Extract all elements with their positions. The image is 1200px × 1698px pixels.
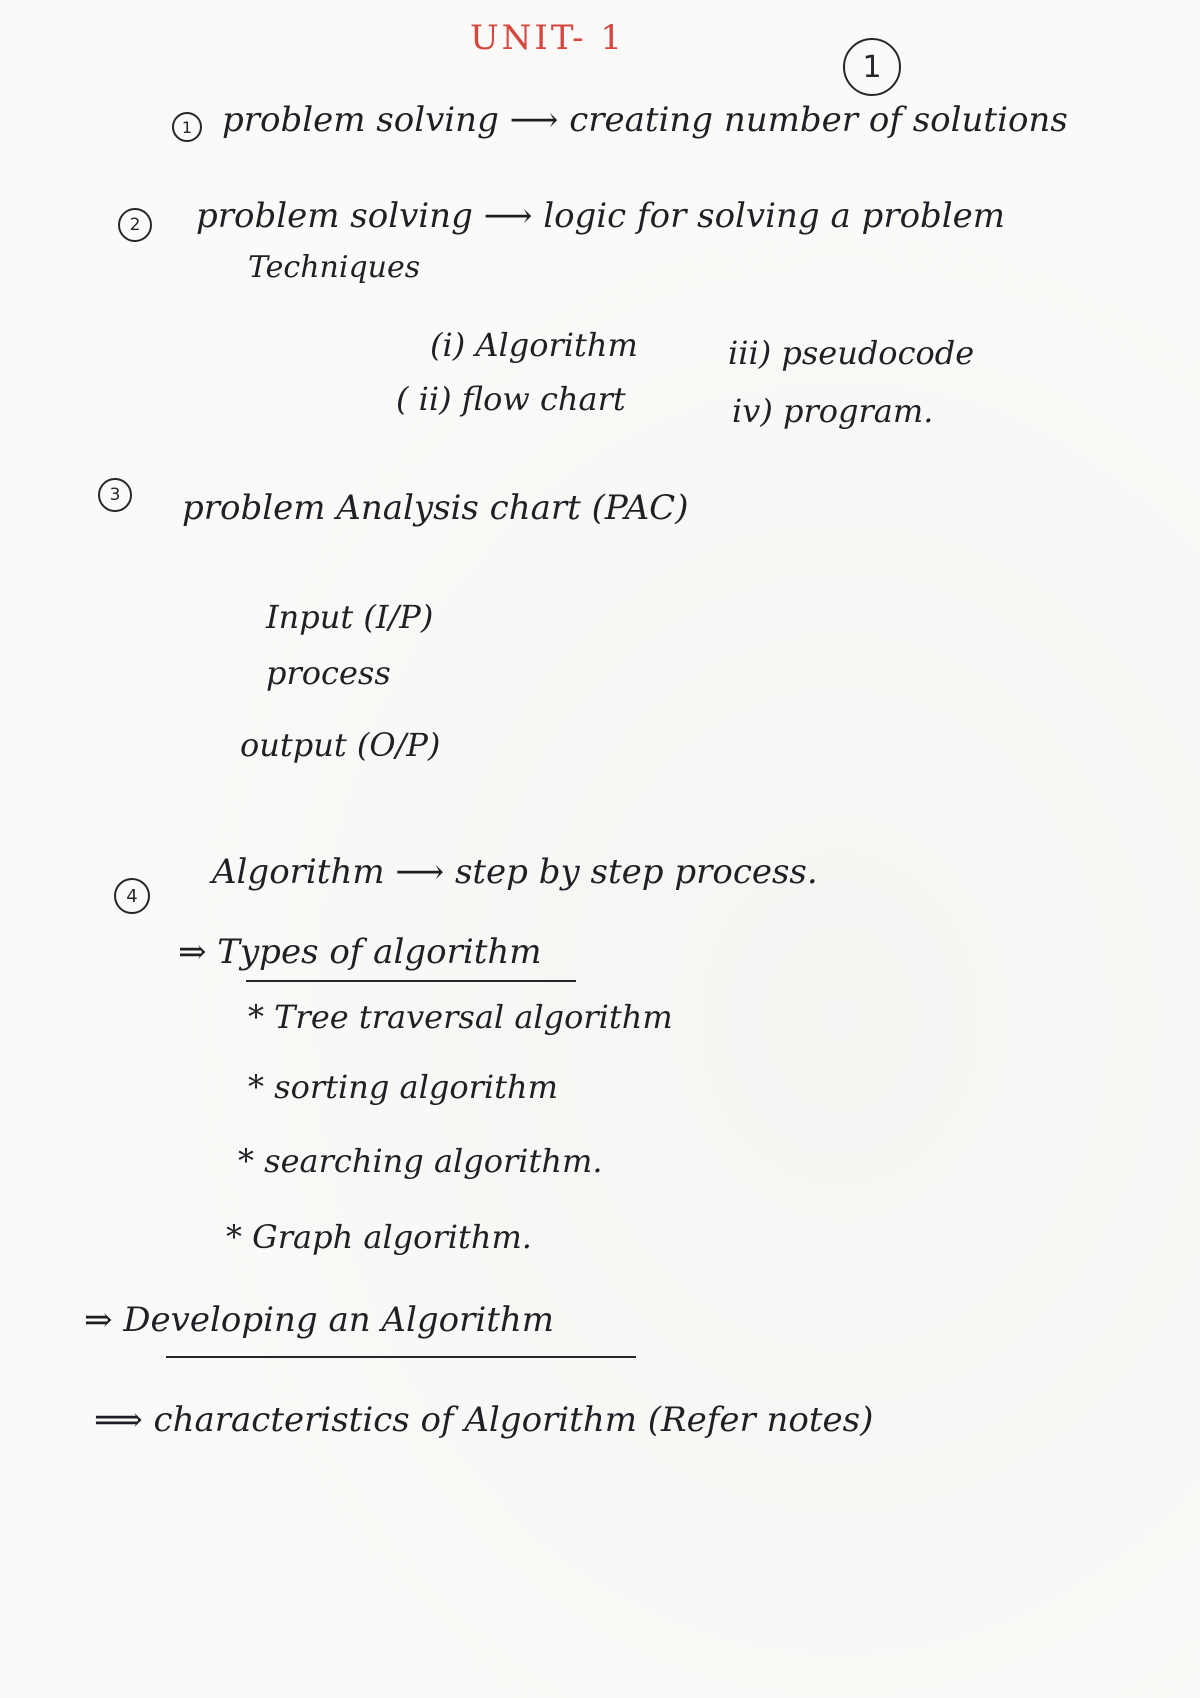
item-4-text: Algorithm ⟶ step by step process. <box>212 852 818 892</box>
technique-program: iv) program. <box>732 392 934 430</box>
types-heading: ⇒ Types of algorithm <box>178 932 542 972</box>
item-4-marker-label: 4 <box>126 885 138 907</box>
characteristics-algorithm: ⟹ characteristics of Algorithm (Refer notes) <box>94 1400 874 1440</box>
page-number-label: 1 <box>862 49 882 85</box>
item-1-marker <box>172 112 202 142</box>
item-1-text: problem solving ⟶ creating number of solutions <box>222 100 1068 140</box>
item-1-marker-label: 1 <box>181 117 193 137</box>
developing-underline <box>166 1356 636 1358</box>
item-3-title: problem Analysis chart (PAC) <box>182 488 689 528</box>
types-heading-underline <box>246 980 576 982</box>
pac-process: process <box>266 654 391 692</box>
item-2-line-2: Techniques <box>248 250 421 285</box>
type-searching: * searching algorithm. <box>238 1142 603 1180</box>
technique-pseudocode: iii) pseudocode <box>728 334 975 372</box>
developing-algorithm: ⇒ Developing an Algorithm <box>84 1300 555 1340</box>
item-2-marker <box>118 208 152 242</box>
page-title: UNIT- 1 <box>470 18 626 58</box>
pac-output: output (O/P) <box>240 726 441 764</box>
technique-flow-chart: ( ii) flow chart <box>396 380 626 418</box>
type-graph: * Graph algorithm. <box>226 1218 532 1256</box>
item-3-marker <box>98 478 132 512</box>
item-4-marker <box>114 878 150 914</box>
pac-input: Input (I/P) <box>266 598 434 636</box>
item-2-line-1: problem solving ⟶ logic for solving a problem <box>196 196 1006 236</box>
item-3-marker-label: 3 <box>109 485 121 505</box>
type-tree-traversal: * Tree traversal algorithm <box>248 998 673 1036</box>
type-sorting: * sorting algorithm <box>248 1068 558 1106</box>
item-2-marker-label: 2 <box>129 215 141 235</box>
page-number <box>843 38 901 96</box>
technique-algorithm: (i) Algorithm <box>430 326 638 364</box>
